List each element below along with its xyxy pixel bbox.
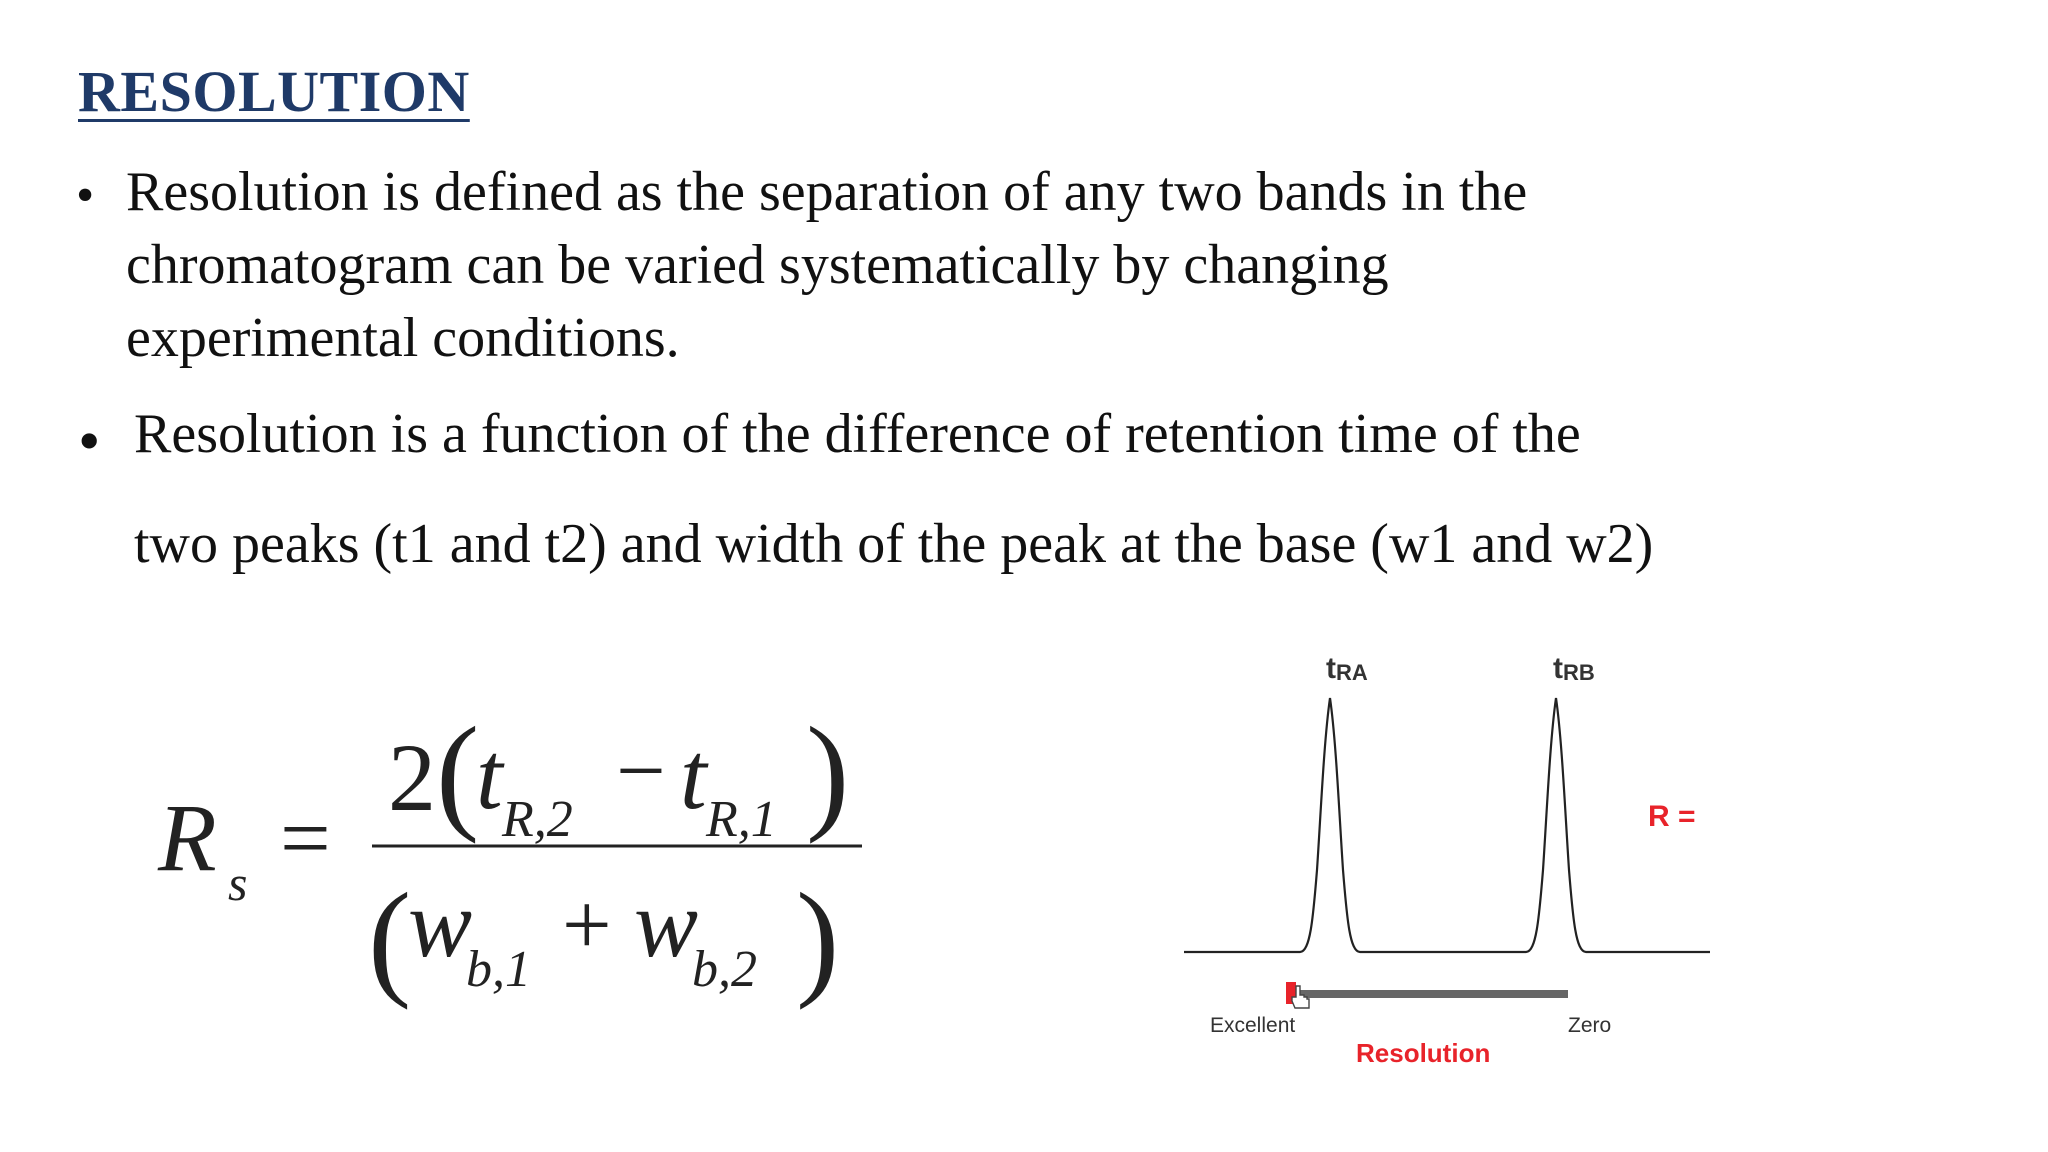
formula-minus: − — [616, 723, 666, 820]
formula-num-sub2: R,1 — [706, 791, 777, 848]
formula-paren: ) — [796, 867, 840, 1011]
page-title: RESOLUTION — [78, 59, 470, 124]
formula-num-coef: 2 — [388, 724, 436, 831]
bullet-2-line-2: two peaks (t1 and t2) and width of the peak at the base (w1 and w2) — [134, 513, 1654, 575]
formula-num-t1: t — [476, 722, 503, 829]
formula-equals: = — [280, 789, 331, 888]
bullet-2-line-1: Resolution is a function of the difference of retention time of the — [134, 403, 1581, 465]
formula-lhs-r: R — [158, 784, 217, 891]
resolution-formula — [150, 690, 890, 1020]
formula-num-sub1: R,2 — [502, 791, 573, 848]
bullet-1-line-1: Resolution is defined as the separation of any two bands in the — [126, 161, 1528, 223]
chromatogram-illustration — [1170, 640, 1730, 1080]
bullet-1-line-3: experimental conditions. — [126, 307, 680, 369]
formula-paren: ) — [806, 701, 850, 845]
formula-den-w2: w — [634, 870, 699, 977]
formula-plus: + — [562, 877, 612, 974]
formula-paren: ( — [436, 701, 480, 845]
bullet-marker: • — [78, 405, 101, 476]
formula-den-w1: w — [408, 870, 473, 977]
bullet-1-line-2: chromatogram can be varied systematically by changing — [126, 234, 1389, 296]
chromatogram-trace — [1184, 698, 1710, 952]
scale-left-label: Excellent — [1210, 1014, 1296, 1037]
scale-title: Resolution — [1356, 1038, 1491, 1068]
peak-b-label: tRB — [1553, 652, 1595, 685]
formula-num-t2: t — [680, 722, 707, 829]
formula-den-sub1: b,1 — [466, 941, 531, 998]
scale-right-label: Zero — [1568, 1014, 1612, 1037]
formula-lhs-sub: s — [228, 855, 248, 911]
formula-den-sub2: b,2 — [692, 941, 757, 998]
bullet-marker: • — [76, 167, 95, 224]
r-equals-label: R = — [1648, 800, 1696, 833]
peak-a-label: tRA — [1326, 652, 1368, 685]
formula-paren: ( — [368, 867, 412, 1011]
